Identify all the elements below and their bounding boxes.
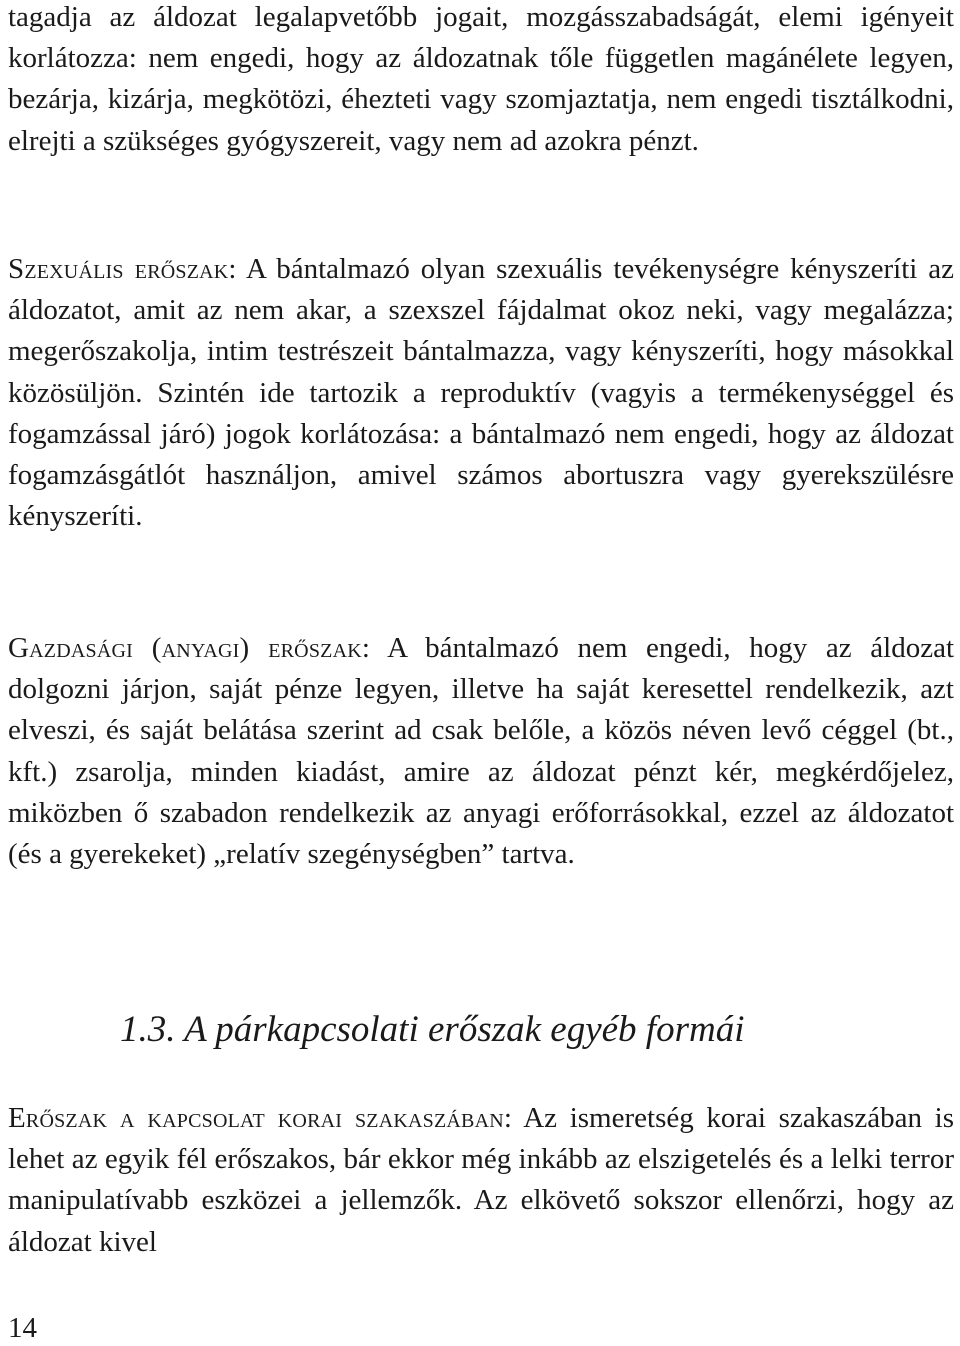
body-paragraph [8,1098,954,1263]
body-paragraph [8,0,954,162]
paragraph-text: tagadja az áldozat legalapvetőbb jogait, mozgásszabadságát, elemi igényeit korlátozza: nem engedi, hogy az áldozatnak tőle független magánélete legyen, bezárja, kizárja, megkötözi, éhezteti vagy szomjaztatja, nem engedi tisztálkodni, elrejti a szükséges gyógyszereit, vagy nem ad azokra pénzt. [8,1,954,157]
term-label: Erőszak a kapcsolat korai szakaszában: [8,1102,513,1134]
term-label: Gazdasági (anyagi) erőszak: [8,632,371,664]
paragraph-text: A bántalmazó nem engedi, hogy az áldozat dolgozni járjon, saját pénze legyen, illetve ha saját keresettel rendelkezik, azt elveszi, és saját belátása szerint ad csak belőle, a közös néven levő céggel (bt., kft.) zsarolja, minden kiadást, amire az áldozat pénzt kér, megkérdőjelez, miközben ő szabadon rendelkezik az anyagi erőforrásokkal, ezzel az áldozatot (és a gyerekeket) „relatív szegénységben” tartva. [8,632,954,871]
page-number: 14 [8,1312,37,1344]
body-paragraph [8,249,954,537]
term-label: Szexuális erőszak: [8,253,237,285]
paragraph-text: Az ismeretség korai szakaszában is lehet az egyik fél erőszakos, bár ekkor még inkább az elszigetelés és a lelki terror manipulatívabb eszközei a jellemzők. Az elkövető sokszor ellenőrzi, hogy az áldozat kivel [8,1102,954,1258]
body-paragraph [8,628,954,875]
section-heading: 1.3. A párkapcsolati erőszak egyéb formái [120,1009,745,1050]
paragraph-text: A bántalmazó olyan szexuális tevékenységre kényszeríti az áldozatot, amit az nem akar, a szexszel fájdalmat okoz neki, vagy megalázza; megerőszakolja, intim testrészeit bántalmazza, vagy kényszeríti, hogy másokkal közösüljön. Szintén ide tartozik a reproduktív (vagyis a termékenységgel és fogamzással járó) jogok korlátozása: a bántalmazó nem engedi, hogy az áldozat fogamzásgátlót használjon, amivel számos abortuszra vagy gyerekszülésre kényszeríti. [8,253,954,533]
